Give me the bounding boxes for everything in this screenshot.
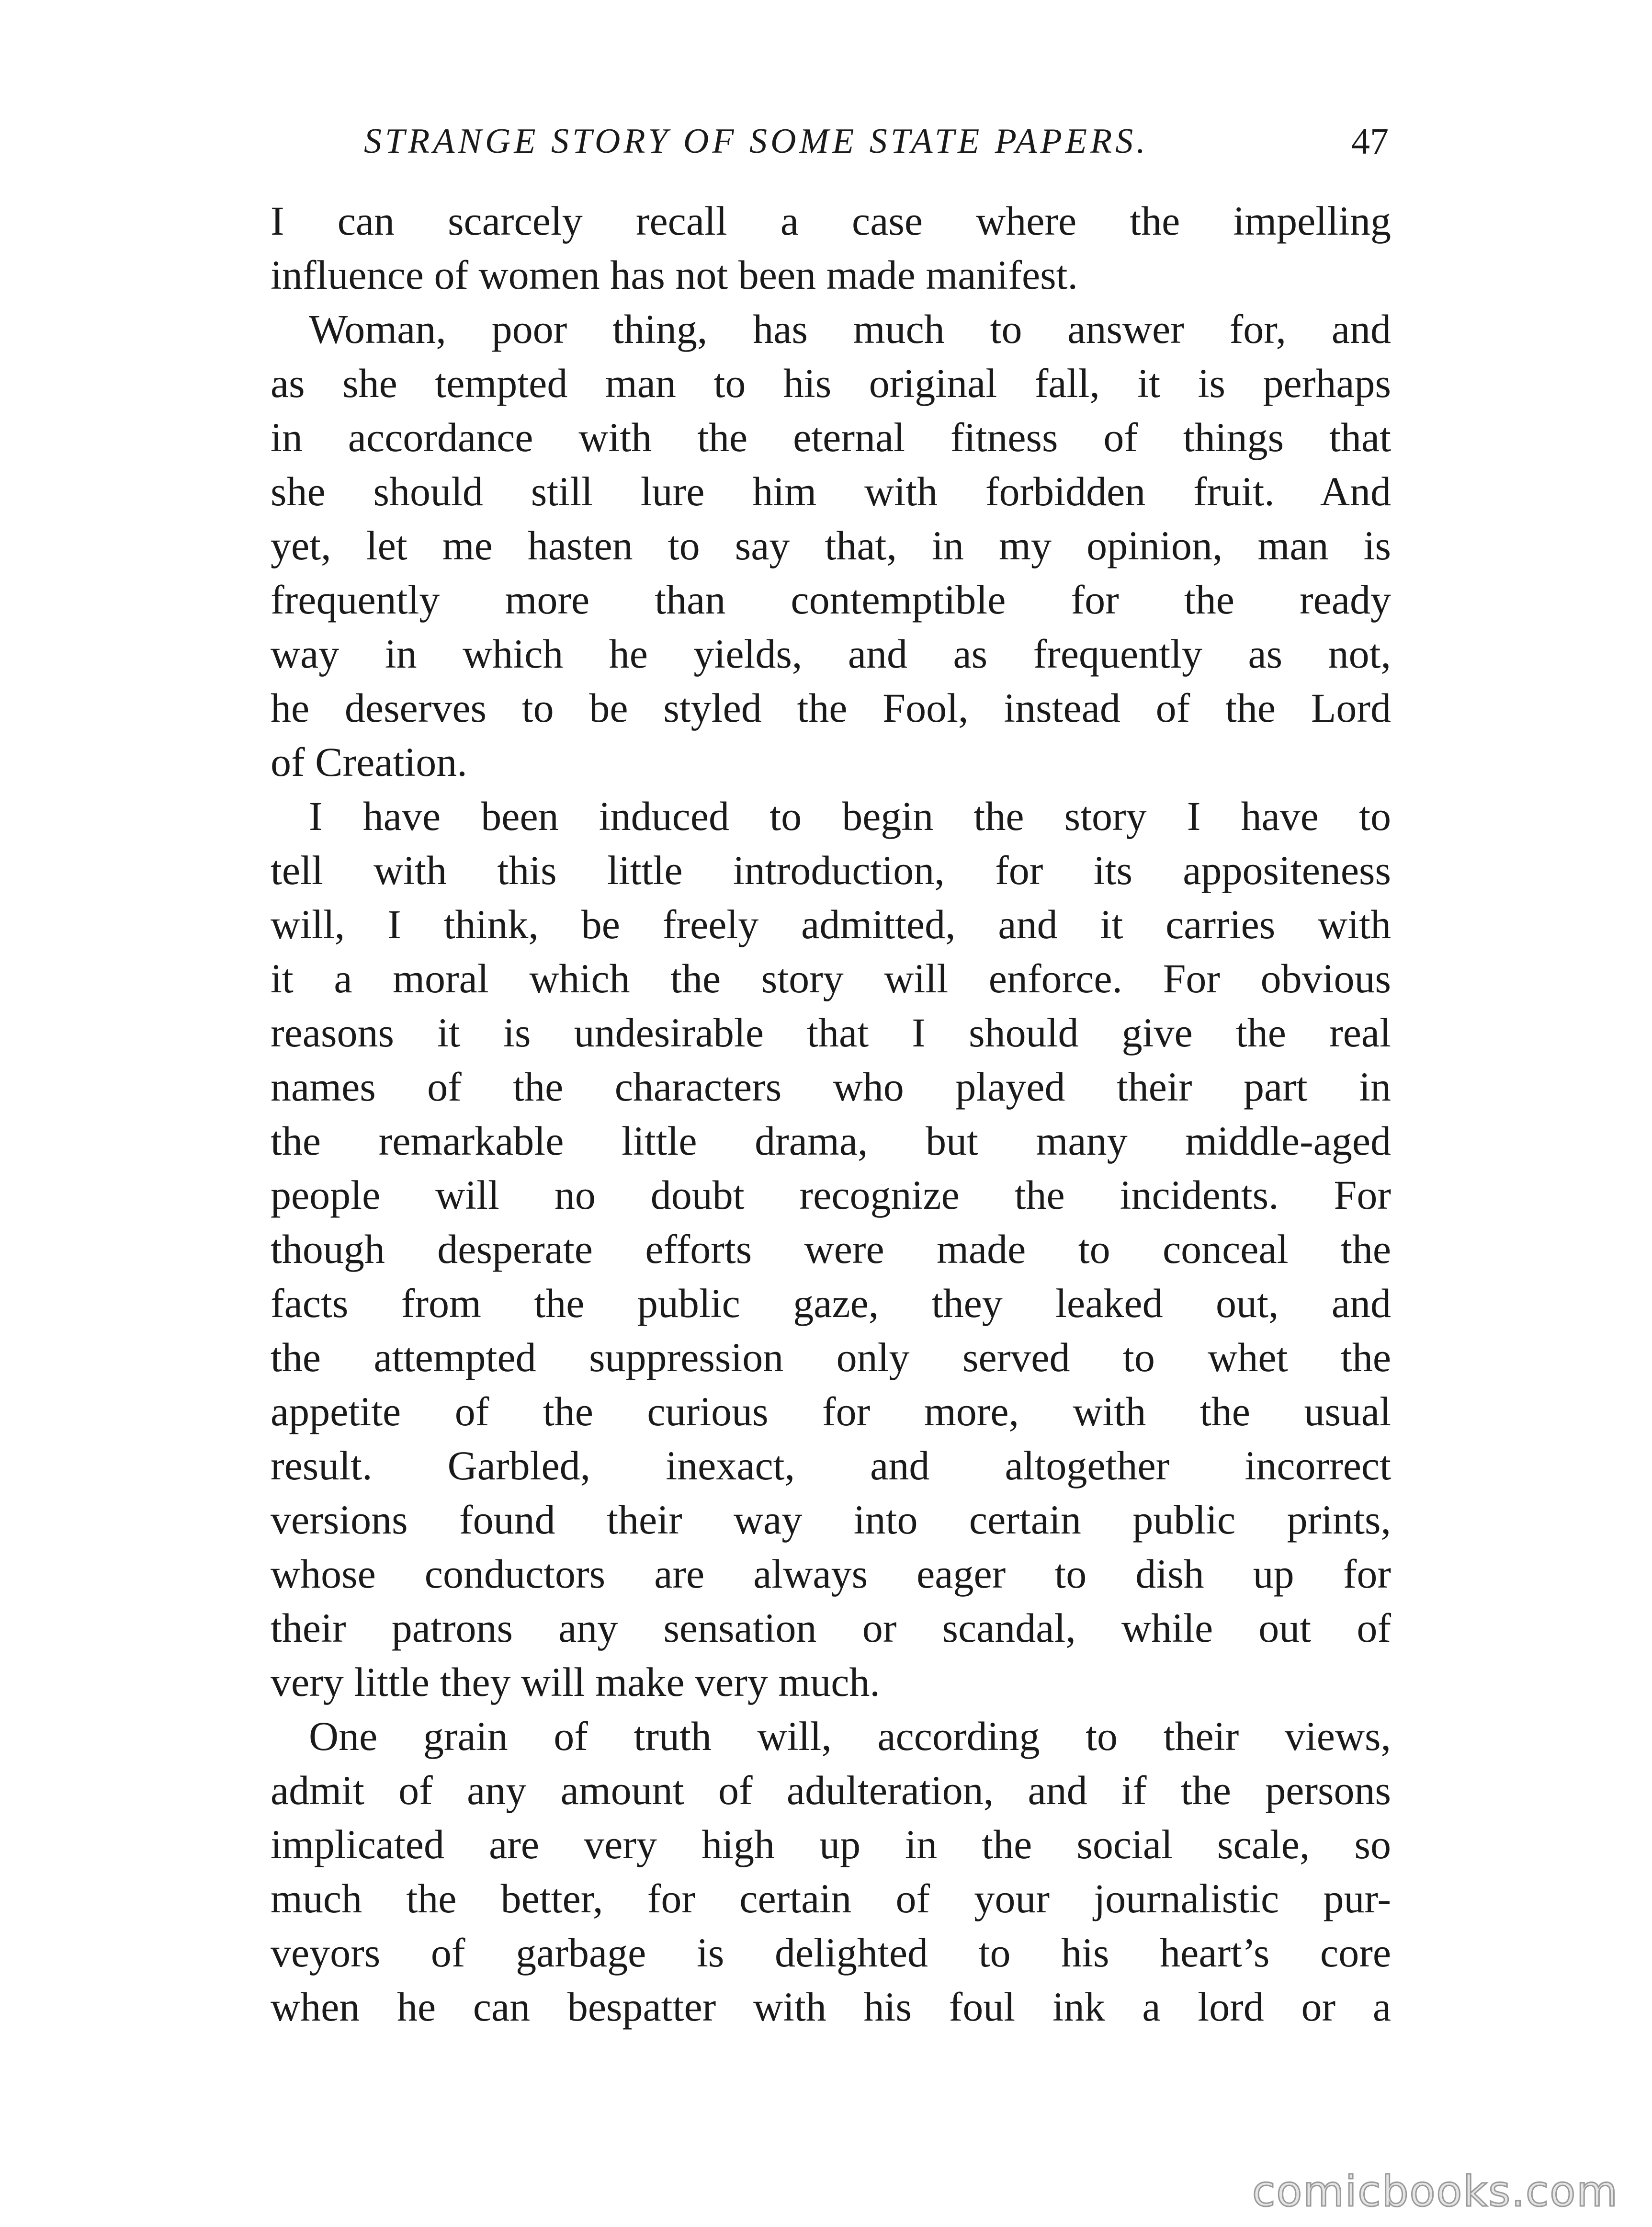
text-line: veyors of garbage is delighted to his heart’s core (271, 1930, 1391, 1976)
watermark: comicbooks.com (1252, 2167, 1618, 2216)
text-line: will, I think, be freely admitted, and it carries with (271, 901, 1391, 947)
page-number: 47 (1351, 120, 1389, 162)
text-line: versions found their way into certain public prints, (271, 1497, 1391, 1543)
text-line: their patrons any sensation or scandal, while out of (271, 1605, 1391, 1651)
text-line: yet, let me hasten to say that, in my opinion, man is (271, 523, 1391, 568)
text-line: when he can bespatter with his foul ink a lord or a (271, 1984, 1391, 2030)
text-line: I have been induced to begin the story I have to (309, 793, 1391, 839)
text-line: the remarkable little drama, but many middle-aged (271, 1118, 1391, 1164)
text-line: whose conductors are always eager to dish up for (271, 1551, 1391, 1597)
text-line: it a moral which the story will enforce. For obvious (271, 955, 1391, 1001)
text-line: tell with this little introduction, for its appositeness (271, 847, 1391, 893)
text-line: he deserves to be styled the Fool, instead of the Lord (271, 685, 1391, 731)
text-line: way in which he yields, and as frequently as not, (271, 631, 1391, 677)
text-line: reasons it is undesirable that I should give the real (271, 1010, 1391, 1056)
text-line: result. Garbled, inexact, and altogether incorrect (271, 1443, 1391, 1488)
body-text (271, 194, 1391, 2034)
text-line: people will no doubt recognize the incidents. For (271, 1172, 1391, 1218)
text-line: appetite of the curious for more, with the usual (271, 1388, 1391, 1434)
text-line: Woman, poor thing, has much to answer for, and (309, 306, 1391, 352)
text-line: names of the characters who played their part in (271, 1064, 1391, 1110)
text-line: very little they will make very much. (271, 1659, 880, 1705)
text-line: in accordance with the eternal fitness of things that (271, 414, 1391, 460)
text-line: One grain of truth will, according to their views, (309, 1713, 1391, 1759)
text-line: as she tempted man to his original fall, it is perhaps (271, 360, 1391, 406)
running-head (364, 115, 1389, 168)
text-line: facts from the public gaze, they leaked out, and (271, 1280, 1391, 1326)
text-line: admit of any amount of adulteration, and if the persons (271, 1767, 1391, 1813)
text-line: I can scarcely recall a case where the impelling (271, 198, 1391, 244)
text-line: of Creation. (271, 739, 467, 785)
text-line: influence of women has not been made manifest. (271, 252, 1078, 298)
text-line: the attempted suppression only served to whet the (271, 1334, 1391, 1380)
text-line: frequently more than contemptible for the ready (271, 577, 1391, 623)
running-title: STRANGE STORY OF SOME STATE PAPERS. (364, 122, 1149, 161)
text-line: much the better, for certain of your journalistic pur- (271, 1875, 1391, 1921)
text-line: though desperate efforts were made to conceal the (271, 1226, 1391, 1272)
text-line: she should still lure him with forbidden fruit. And (271, 468, 1391, 514)
text-line: implicated are very high up in the social scale, so (271, 1821, 1391, 1867)
